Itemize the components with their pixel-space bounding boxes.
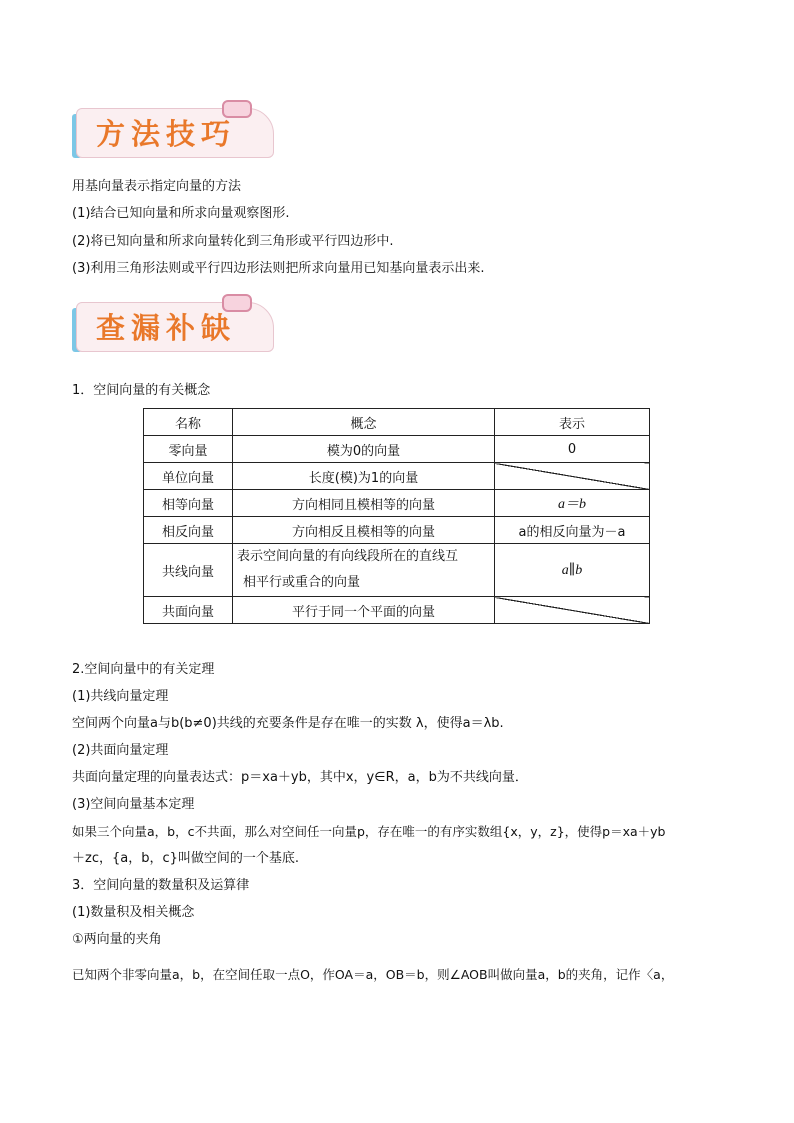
concept-line: 相平行或重合的向量 [243, 575, 361, 590]
table-row [144, 544, 650, 597]
table-row [144, 436, 650, 463]
vector-concepts-table [143, 408, 650, 624]
theorem2-title: (2)共面向量定理 [72, 743, 169, 758]
table-cell-concept: 方向相同且模相等的向量 [233, 490, 495, 517]
methods-step-1: (1)结合已知向量和所求向量观察图形. [72, 206, 290, 221]
review-banner [72, 294, 282, 354]
table-cell-notation: a的相反向量为－a [495, 517, 650, 544]
methods-step-3: (3)利用三角形法则或平行四边形法则把所求向量用已知基向量表示出来. [72, 261, 485, 276]
table-header: 概念 [233, 409, 495, 436]
table-cell-name: 相反向量 [144, 517, 233, 544]
table-cell-name: 共面向量 [144, 597, 233, 624]
table-cell-name: 零向量 [144, 436, 233, 463]
table-cell-name: 单位向量 [144, 463, 233, 490]
section2-title: 2.空间向量中的有关定理 [72, 662, 215, 677]
table-row [144, 517, 650, 544]
theorem3-title: (3)空间向量基本定理 [72, 797, 195, 812]
table-cell-notation: a＝b [495, 490, 650, 517]
table-cell-notation: 0 [495, 436, 650, 463]
table-row [144, 463, 650, 490]
table-cell-name: 相等向量 [144, 490, 233, 517]
table-header: 表示 [495, 409, 650, 436]
table-header: 名称 [144, 409, 233, 436]
methods-heading: 用基向量表示指定向量的方法 [72, 179, 242, 194]
table-cell-notation: a∥b [495, 544, 650, 597]
theorem2-text: 共面向量定理的向量表达式：p＝xa＋yb，其中x，y∈R，a，b为不共线向量． [72, 770, 528, 785]
section3-title: 3．空间向量的数量积及运算律 [72, 878, 250, 893]
section3-sub1a: ①两向量的夹角 [72, 932, 162, 947]
table-cell-concept: 模为0的向量 [233, 436, 495, 463]
theorem1-text: 空间两个向量a与b(b≠0)共线的充要条件是存在唯一的实数 λ，使得a＝λb. [72, 716, 504, 731]
methods-banner [72, 100, 282, 160]
table-cell-concept: 平行于同一个平面的向量 [233, 597, 495, 624]
table-row [144, 490, 650, 517]
banner-title: 查漏补缺 [96, 311, 237, 345]
table-header-row [144, 409, 650, 436]
theorem3-text-2: ＋zc，{a，b，c}叫做空间的一个基底. [72, 851, 300, 866]
table-cell-name: 共线向量 [144, 544, 233, 597]
section1-title: 1．空间向量的有关概念 [72, 383, 211, 398]
methods-step-2: (2)将已知向量和所求向量转化到三角形或平行四边形中. [72, 234, 394, 249]
table-row [144, 597, 650, 624]
theorem3-text-1: 如果三个向量a，b，c不共面，那么对空间任一向量p，存在唯一的有序实数组{x，y，z}，使得p＝xa＋yb [72, 824, 666, 839]
angle-definition-text: 已知两个非零向量a，b，在空间任取一点O，作OA＝a，OB＝b，则∠AOB叫做向量a，b的夹角，记作〈a， [72, 967, 674, 982]
table-cell-empty [495, 597, 650, 624]
table-cell-concept: 方向相反且模相等的向量 [233, 517, 495, 544]
theorem1-title: (1)共线向量定理 [72, 689, 169, 704]
table-cell-empty [495, 463, 650, 490]
table-cell-concept: 长度(模)为1的向量 [233, 463, 495, 490]
section3-sub1: (1)数量积及相关概念 [72, 905, 195, 920]
banner-title: 方法技巧 [96, 117, 237, 151]
table-cell-concept [233, 544, 495, 597]
concept-line: 表示空间向量的有向线段所在的直线互 [237, 549, 459, 564]
